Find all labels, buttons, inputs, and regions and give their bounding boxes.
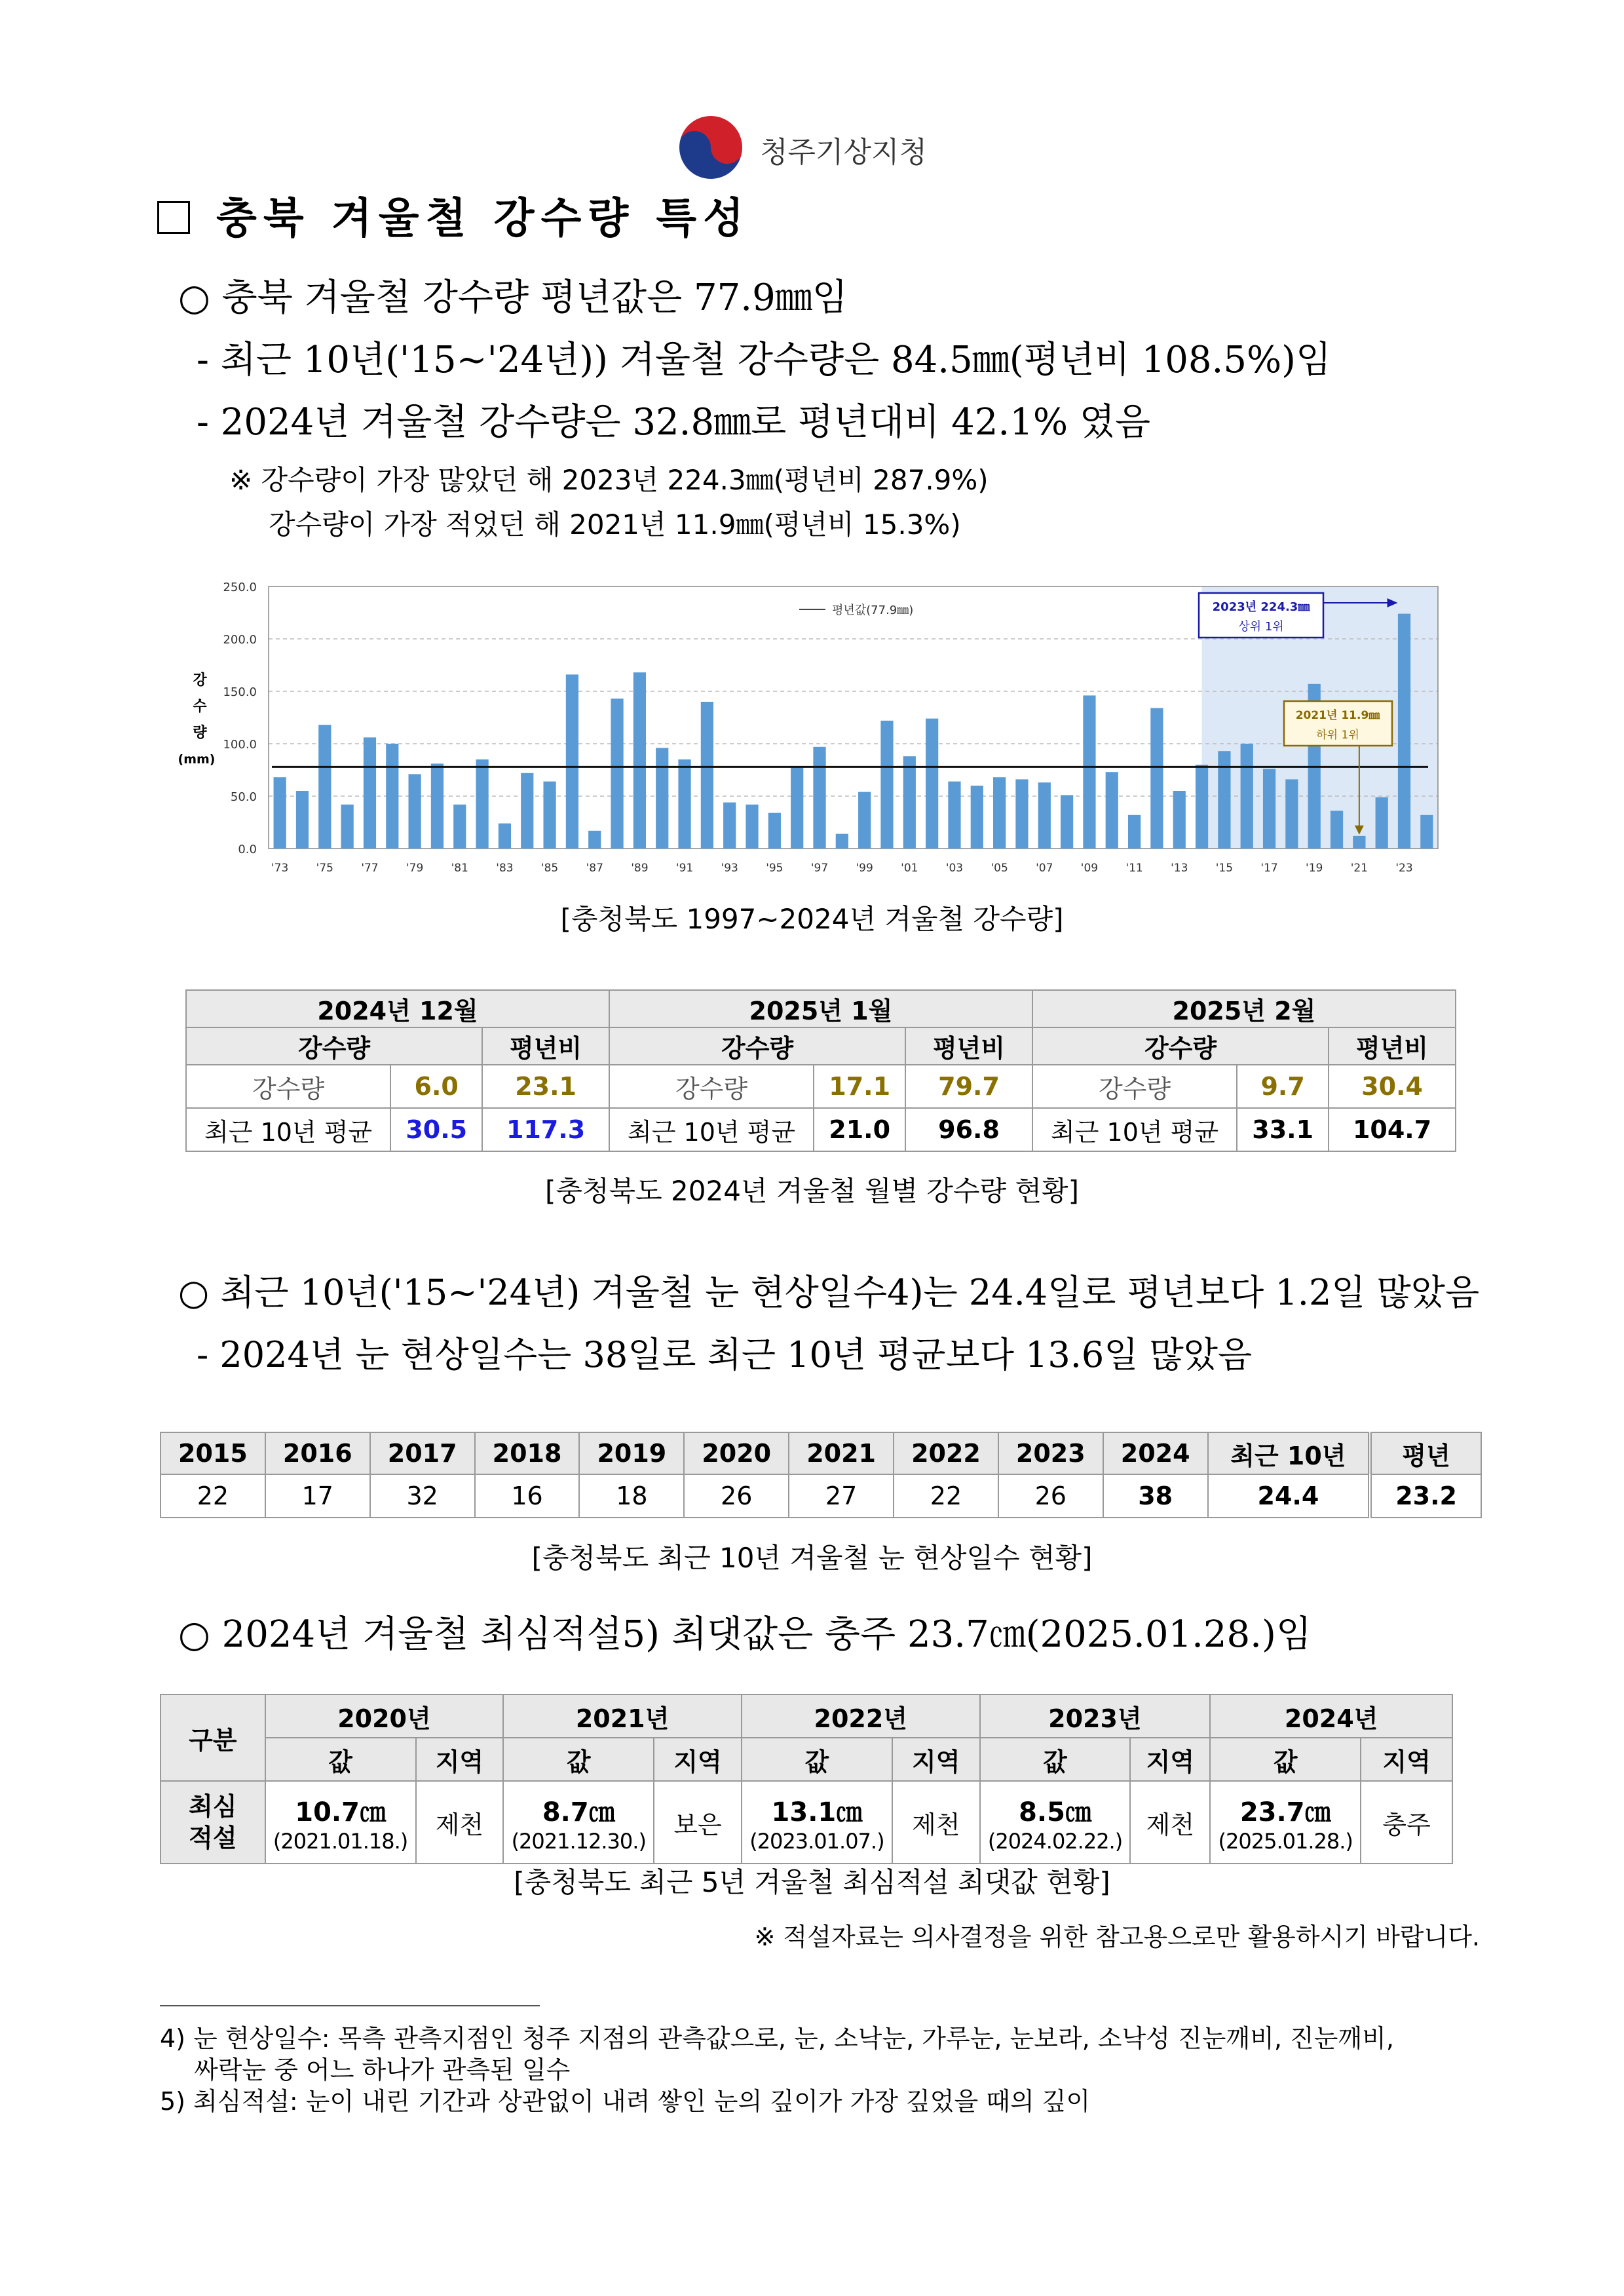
x-tick-label: '11 [1125,862,1143,875]
caption-monthly: [충청북도 2024년 겨울철 월별 강수량 현황] [545,1175,1079,1207]
col-value: 값 [503,1738,654,1781]
snowdepth-value-cell [742,1781,892,1864]
snowdepth-date: (2021.12.30.) [511,1828,646,1854]
page-title [157,185,750,245]
snowdepth-value: 8.7㎝ [542,1797,615,1827]
para1-sub2: - 2024년 겨울철 강수량은 32.8㎜로 평년대비 42.1% 였음 [197,401,1151,444]
bar [611,698,623,849]
bar [274,777,286,849]
bar [318,725,331,849]
snowdays-value: 26 [684,1474,789,1518]
snowdepth-value: 8.5㎝ [1019,1797,1091,1827]
legend-label: 평년값(77.9㎜) [832,603,914,617]
bar [791,767,803,849]
row-label-avg: 최근 10년 평균 [609,1108,814,1151]
snowdepth-date: (2025.01.28.) [1218,1828,1353,1854]
snowdepth-year-header: 2021년 [503,1694,742,1738]
x-tick-label: '95 [766,862,784,875]
checkbox-square-icon [157,201,190,234]
bar [1218,751,1230,849]
bar [723,803,736,849]
month-header-feb: 2025년 2월 [1032,990,1456,1027]
bar [813,747,825,849]
bar [1376,797,1388,849]
snowdepth-region: 보은 [654,1781,742,1864]
para1-note1: ※ 강수량이 가장 많았던 해 2023년 224.3㎜(평년비 287.9%) [229,464,989,496]
snowdepth-year-header: 2022년 [742,1694,980,1738]
snowdays-header: 2024 [1103,1432,1208,1474]
row-label-snowdepth: 최심 적설 [161,1781,265,1864]
bar [971,786,983,849]
bar [836,834,848,849]
precip-ratio: 30.4 [1329,1065,1456,1108]
snowdays-value: 22 [894,1474,998,1518]
x-tick-label: '81 [451,862,468,875]
taegeuk-logo-icon [675,111,747,183]
x-tick-label: '89 [631,862,649,875]
bar [588,831,601,849]
x-tick-label: '19 [1306,862,1323,875]
col-precip: 강수량 [1032,1027,1329,1065]
snowdays-value: 26 [998,1474,1103,1518]
y-axis-label: (mm) [178,752,216,767]
bar [656,748,668,849]
bar [1061,795,1073,849]
y-axis-label: 량 [193,725,207,741]
x-tick-label: '75 [316,862,333,875]
bar [386,744,398,849]
bar [746,805,758,849]
snowdays-value: 17 [265,1474,370,1518]
x-tick-label: '99 [856,862,873,875]
y-tick-label: 0.0 [238,843,257,856]
avg-value: 30.5 [390,1108,482,1151]
snowdays-value: 22 [161,1474,265,1518]
snowdepth-date: (2024.02.22.) [987,1828,1123,1854]
bar [341,805,354,849]
snowdays-header: 2021 [789,1432,894,1474]
bar [701,702,713,849]
snowdays-value: 16 [475,1474,580,1518]
col-value: 값 [980,1738,1131,1781]
col-value: 값 [742,1738,892,1781]
col-region: 지역 [1361,1738,1452,1781]
snowdays-header: 2015 [161,1432,265,1474]
y-tick-label: 250.0 [223,581,257,594]
annotation-max-line1: 2023년 224.3㎜ [1212,600,1310,614]
snowdepth-table [160,1694,1453,1864]
x-tick-label: '03 [945,862,964,875]
x-tick-label: '93 [721,862,738,875]
bar [296,791,309,849]
bar [1196,765,1208,849]
para3-main: ○ 2024년 겨울철 최심적설5) 최댓값은 충주 23.7㎝(2025.01.28.)임 [178,1613,1312,1656]
col-value: 값 [1210,1738,1361,1781]
snowdepth-value-cell [1210,1781,1361,1864]
x-tick-label: '77 [361,862,379,875]
avg-value: 33.1 [1237,1108,1329,1151]
row-label-avg: 최근 10년 평균 [1032,1108,1237,1151]
col-value: 값 [265,1738,416,1781]
para1-sub1: - 최근 10년('15~'24년)) 겨울철 강수량은 84.5㎜(평년비 108.5%)임 [197,339,1332,381]
bar [476,759,488,849]
caption-chart: [충청북도 1997~2024년 겨울철 강수량] [560,903,1064,935]
col-ratio: 평년비 [1329,1027,1456,1065]
footnote-5: 5) 최심적설: 눈이 내린 기간과 상관없이 내려 쌓인 눈의 깊이가 가장 깊었을 때의 깊이 [160,2087,1091,2116]
bar [633,672,646,849]
month-header-dec: 2024년 12월 [186,990,609,1027]
bar [409,774,421,849]
avg-ratio: 117.3 [482,1108,609,1151]
snowdays-header: 평년 [1370,1432,1481,1474]
bar [1150,708,1163,849]
x-tick-label: '79 [406,862,424,875]
bar [499,824,511,849]
bar [1285,779,1298,849]
x-tick-label: '73 [271,862,289,875]
bar [1038,782,1051,849]
col-ratio: 평년비 [482,1027,609,1065]
monthly-precip-table [185,989,1456,1152]
snowdepth-region: 제천 [892,1781,980,1864]
avg-ratio: 96.8 [905,1108,1032,1151]
snowdepth-region: 제천 [1130,1781,1210,1864]
para2-sub: - 2024년 눈 현상일수는 38일로 최근 10년 평균보다 13.6일 많았음 [197,1334,1253,1375]
y-axis-label: 수 [193,698,207,715]
caption-snowdepth: [충청북도 최근 5년 겨울철 최심적설 최댓값 현황] [514,1866,1110,1898]
x-tick-label: '17 [1260,862,1278,875]
snowdays-value: 23.2 [1370,1474,1481,1518]
col-region: 지역 [892,1738,980,1781]
annotation-max-line2: 상위 1위 [1238,620,1284,634]
x-tick-label: '23 [1395,862,1413,875]
x-tick-label: '07 [1036,862,1053,875]
x-tick-label: '83 [496,862,514,875]
bar [431,763,444,849]
row-label-avg: 최근 10년 평균 [186,1108,390,1151]
footnote-4-cont: 싸락눈 중 어느 하나가 관측된 일수 [194,2056,571,2084]
col-region: 지역 [416,1738,504,1781]
bar [1106,772,1118,849]
precip-value: 9.7 [1237,1065,1329,1108]
caption-snowdays: [충청북도 최근 10년 겨울철 눈 현상일수 현황] [531,1542,1093,1574]
col-precip: 강수량 [609,1027,905,1065]
avg-ratio: 104.7 [1329,1108,1456,1151]
snowdays-value: 18 [579,1474,684,1518]
x-tick-label: '85 [540,862,559,875]
y-tick-label: 100.0 [223,738,257,752]
disclaimer: ※ 적설자료는 의사결정을 위한 참고용으로만 활용하시기 바랍니다. [754,1923,1480,1951]
agency-name: 청주기상지청 [760,136,928,169]
col-region: 지역 [654,1738,742,1781]
bar [1420,815,1433,849]
x-tick-label: '09 [1080,862,1099,875]
y-tick-label: 50.0 [230,790,257,804]
month-header-jan: 2025년 1월 [609,990,1032,1027]
x-tick-label: '13 [1171,862,1188,875]
avg-value: 21.0 [814,1108,905,1151]
bar [543,782,556,849]
snowdepth-value: 13.1㎝ [771,1797,863,1827]
snowdepth-value: 10.7㎝ [295,1797,386,1827]
snowdays-header: 2018 [475,1432,580,1474]
bar [566,674,578,849]
para1-main: ○ 충북 겨울철 강수량 평년값은 77.9㎜임 [178,277,848,319]
snowdepth-region: 제천 [416,1781,504,1864]
snowdepth-region: 충주 [1361,1781,1452,1864]
footnote-divider [160,2005,540,2006]
snowdays-value: 27 [789,1474,894,1518]
snowdepth-date: (2023.01.07.) [749,1828,884,1854]
bar [1083,695,1095,849]
x-tick-label: '21 [1350,862,1369,875]
snowdepth-year-header: 2024년 [1210,1694,1452,1738]
bar [1173,791,1186,849]
snowdays-value: 38 [1103,1474,1208,1518]
bar [993,777,1006,849]
snowdepth-value-cell [980,1781,1131,1864]
y-axis-label: 강 [193,672,207,689]
bar [903,756,916,849]
bar [1015,779,1028,849]
y-tick-label: 150.0 [223,685,257,699]
bar [768,813,781,849]
x-tick-label: '97 [810,862,829,875]
x-tick-label: '05 [991,862,1008,875]
snowdepth-year-header: 2020년 [265,1694,504,1738]
bar [926,719,938,849]
col-precip: 강수량 [186,1027,482,1065]
bar [1263,769,1275,849]
snowdays-header: 2020 [684,1432,789,1474]
bar [858,792,871,849]
footnote-4: 4) 눈 현상일수: 목측 관측지점인 청주 지점의 관측값으로, 눈, 소낙눈, 가루눈, 눈보라, 소낙성 진눈깨비, 진눈깨비, [160,2024,1394,2053]
snowdays-header: 최근 10년 [1208,1432,1370,1474]
row-label-precip: 강수량 [609,1065,814,1108]
snowdays-header: 2022 [894,1432,998,1474]
row-label-precip: 강수량 [186,1065,390,1108]
bar [521,773,533,849]
snowdays-header: 2016 [265,1432,370,1474]
snowdays-value: 32 [370,1474,475,1518]
snowdays-header: 2019 [579,1432,684,1474]
x-tick-label: '87 [586,862,603,875]
snowdepth-year-header: 2023년 [980,1694,1211,1738]
precip-ratio: 23.1 [482,1065,609,1108]
bar [948,782,960,849]
bar [1128,815,1141,849]
snowdepth-value-cell [265,1781,416,1864]
precip-ratio: 79.7 [905,1065,1032,1108]
snowdepth-date: (2021.01.18.) [273,1828,408,1854]
row-label-precip: 강수량 [1032,1065,1237,1108]
bar [1398,614,1410,849]
bar [1353,836,1365,849]
x-tick-label: '15 [1215,862,1234,875]
precip-value: 6.0 [390,1065,482,1108]
col-region: 지역 [1130,1738,1210,1781]
para1-note2: 강수량이 가장 적었던 해 2021년 11.9㎜(평년비 15.3%) [269,508,961,541]
snowdepth-value-cell [503,1781,654,1864]
precipitation-chart [170,570,1481,898]
title-text: 충북 겨울철 강수량 특성 [216,195,751,243]
bar [1241,744,1253,849]
snowdays-value: 24.4 [1208,1474,1370,1518]
annotation-min-line2: 하위 1위 [1316,729,1359,742]
bar [1331,811,1343,849]
annotation-min-line1: 2021년 11.9㎜ [1295,709,1380,722]
agency-logo [675,111,950,183]
precip-value: 17.1 [814,1065,905,1108]
bar [453,805,466,849]
bar [880,721,893,849]
bar [678,759,690,849]
x-tick-label: '91 [675,862,694,875]
snowdepth-value: 23.7㎝ [1239,1797,1331,1827]
snowdays-header: 2017 [370,1432,475,1474]
x-tick-label: '01 [901,862,918,875]
bar [364,737,376,849]
col-ratio: 평년비 [905,1027,1032,1065]
y-tick-label: 200.0 [223,633,257,647]
snowdays-table [160,1432,1482,1518]
snowdays-header: 2023 [998,1432,1103,1474]
para2-main: ○ 최근 10년('15~'24년) 겨울철 눈 현상일수4)는 24.4일로 평년보다 1.2일 많았음 [178,1272,1480,1313]
label-col-header: 구분 [161,1694,265,1781]
